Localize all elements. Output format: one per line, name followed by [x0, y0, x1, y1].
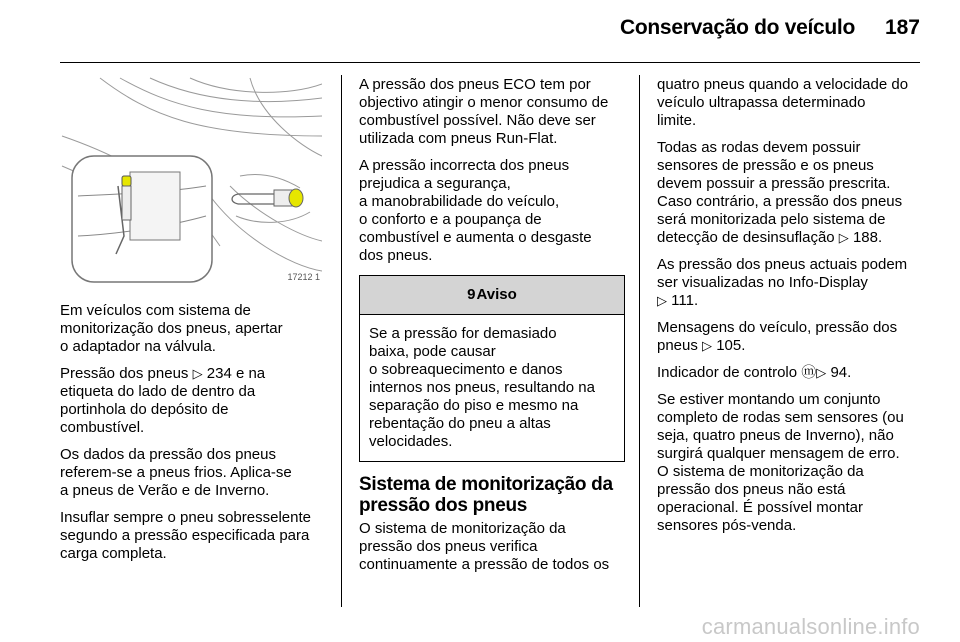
column-3: [657, 76, 927, 544]
paragraph: Indicador de controlo ⓜ▷ 94.: [657, 364, 852, 381]
page-reference-icon: ▷: [816, 365, 827, 380]
paragraph: Se estiver montando um conjunto completo de rodas sem sensores (ou seja, quatro pneus de Inverno), não surgirá qualquer mensagem de erro. O sistema de monitorização da pressão dos pneus não está operacional. É possível montar sensores pós-venda.: [657, 391, 904, 534]
warning-header: [360, 276, 624, 315]
paragraph: Mensagens do veículo, pressão dos pneus ▷ 105.: [657, 319, 898, 354]
warning-box: [359, 275, 625, 462]
warning-triangle-icon: 9: [467, 286, 476, 303]
page-title: Conservação do veículo: [620, 16, 855, 39]
warning-text: Se a pressão for demasiado baixa, pode causar o sobreaquecimento e danos internos nos pneus, resultando na separação do piso e mesmo na rebentação do pneu a altas velocidades.: [369, 325, 595, 450]
column-divider: [341, 75, 342, 607]
header-rule: [60, 62, 920, 63]
paragraph: Todas as rodas devem possuir sensores de pressão e os pneus devem possuir a pressão prescrita. Caso contrário, a pressão dos pneus será monitorizada pelo sistema de detecção de desinsuflação ▷ 188.: [657, 139, 903, 246]
tire-pressure-warning-icon: ⓜ: [801, 364, 817, 381]
paragraph: A pressão incorrecta dos pneus prejudica a segurança, a manobrabilidade do veículo, o conforto e a poupança de combustível e aumenta o desgaste dos pneus.: [359, 157, 592, 264]
paragraph: Em veículos com sistema de monitorização dos pneus, apertar o adaptador na válvula.: [60, 302, 283, 355]
page-number: 187: [884, 16, 920, 39]
tire-valve-illustration: [60, 76, 322, 286]
watermark: carmanualsonline.info: [701, 614, 920, 639]
tire-valve-drawing: [60, 76, 322, 286]
figure-code: 17212 1: [287, 272, 320, 282]
paragraph: Insuflar sempre o pneu sobresselente segundo a pressão especificada para carga completa.: [60, 509, 311, 562]
paragraph: O sistema de monitorização da pressão dos pneus verifica continuamente a pressão de todos os: [359, 520, 610, 573]
paragraph: quatro pneus quando a velocidade do veículo ultrapassa determinado limite.: [657, 76, 909, 129]
paragraph: Pressão dos pneus ▷ 234 e na etiqueta do lado de dentro da portinhola do depósito de combustível.: [60, 365, 266, 436]
column-2: [359, 76, 625, 583]
column-divider: [639, 75, 640, 607]
page-reference-icon: ▷: [702, 338, 713, 353]
warning-title: Aviso: [476, 286, 517, 303]
paragraph: Os dados da pressão dos pneus referem-se a pneus frios. Aplica-se a pneus de Verão e de Inverno.: [60, 446, 292, 499]
section-heading: Sistema de monitorização da pressão dos pneus: [359, 474, 613, 516]
column-1: [60, 76, 326, 572]
paragraph: As pressão dos pneus actuais podem ser visualizadas no Info-Display ▷ 111.: [657, 256, 908, 309]
page-reference-icon: ▷: [838, 230, 849, 245]
page-reference-icon: ▷: [657, 293, 667, 308]
paragraph: A pressão dos pneus ECO tem por objectivo atingir o menor consumo de combustível possível. Não deve ser utilizada com pneus Run-Flat.: [359, 76, 609, 147]
page-reference-icon: ▷: [192, 366, 203, 381]
